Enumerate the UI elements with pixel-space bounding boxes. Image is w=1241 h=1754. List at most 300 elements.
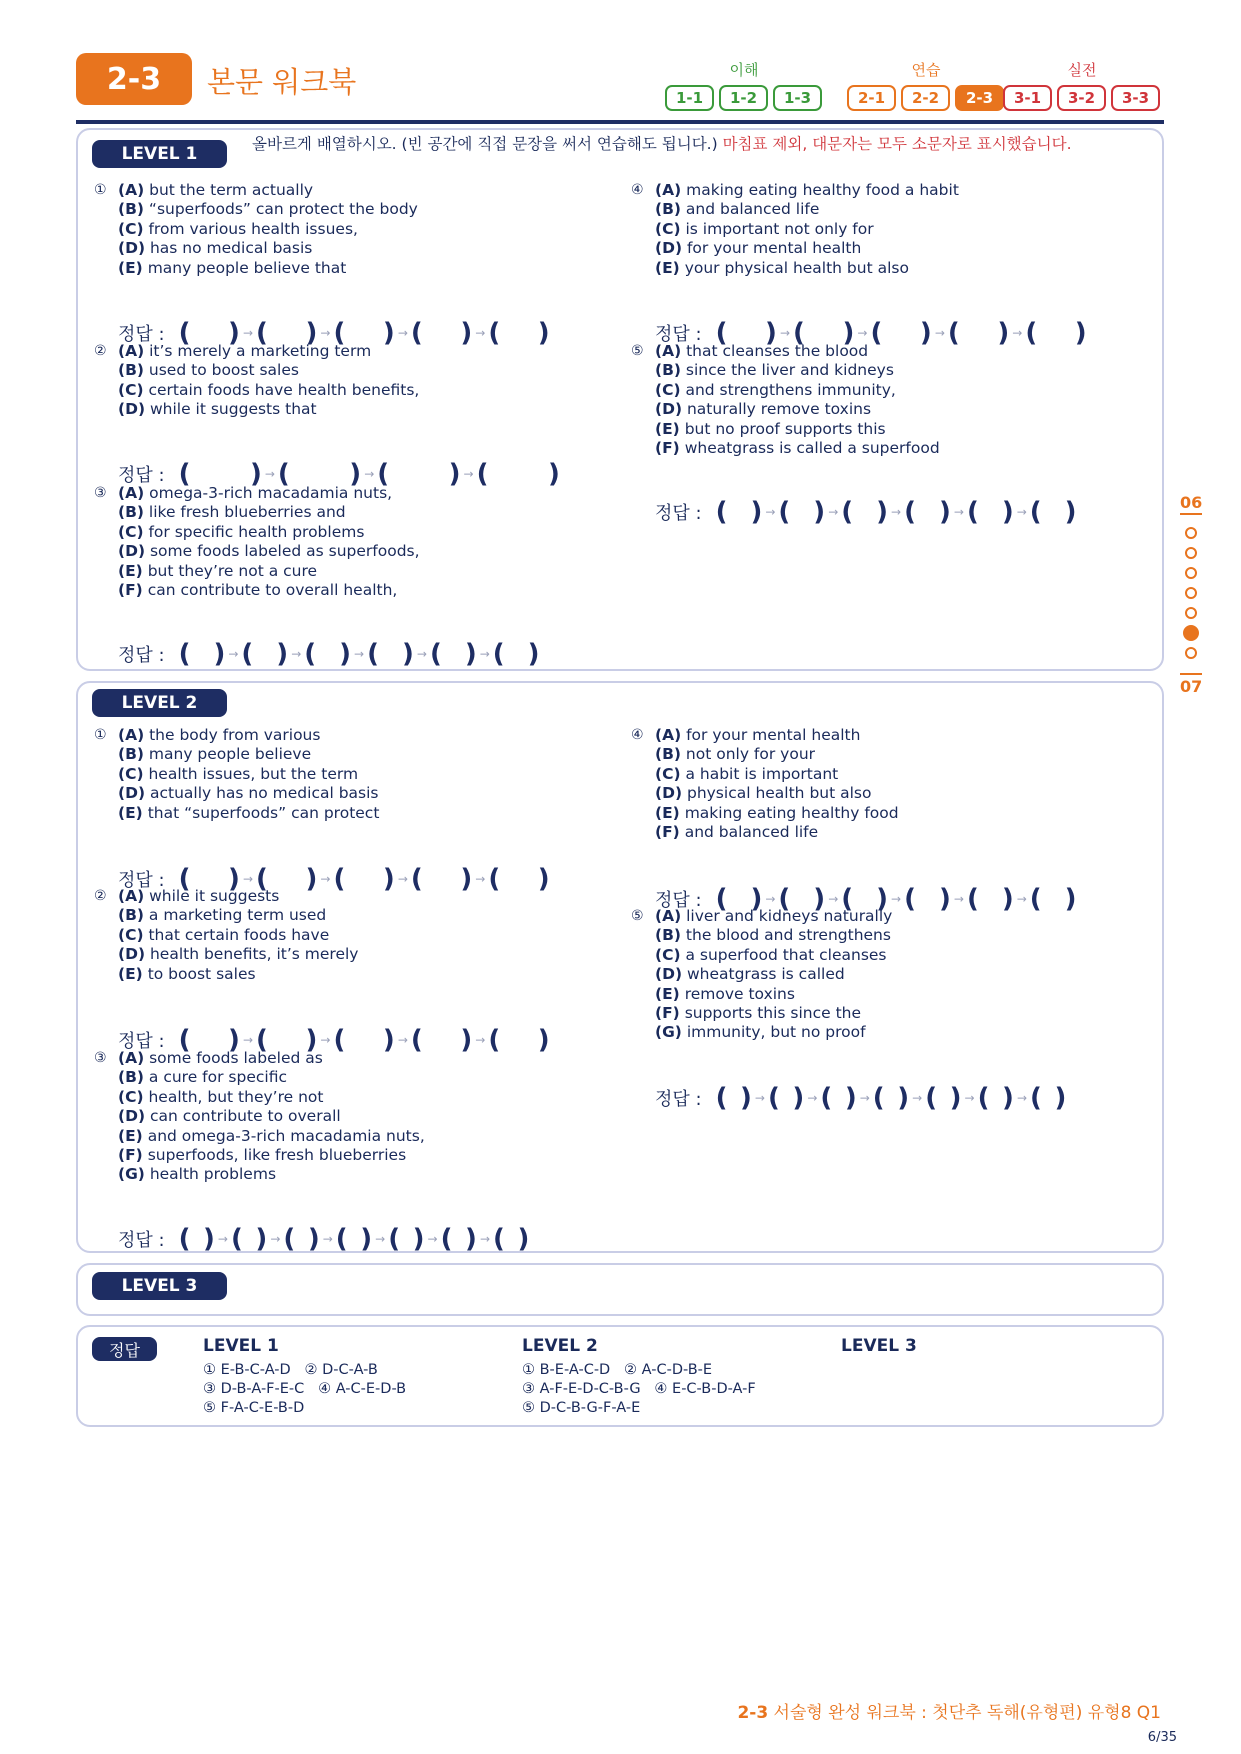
open-paren: ( xyxy=(904,884,916,914)
item-label: (F) xyxy=(118,1146,143,1165)
item-text: certain foods have health benefits, xyxy=(143,380,420,399)
item-label: (A) xyxy=(118,342,145,360)
open-paren: ( xyxy=(388,1224,401,1254)
open-paren: ( xyxy=(793,318,805,348)
current-page-dot-icon xyxy=(1183,625,1199,641)
question-item xyxy=(655,361,940,380)
open-paren: ( xyxy=(241,639,254,669)
question-number: ④ xyxy=(631,182,644,198)
step-group-label: 실전 xyxy=(1067,61,1097,79)
question-item xyxy=(118,542,420,561)
item-label: (F) xyxy=(655,1004,680,1023)
arrow-icon: → xyxy=(475,872,486,886)
arrow-icon: → xyxy=(754,1091,765,1105)
answer-blank[interactable] xyxy=(430,639,477,669)
item-text: liver and kidneys naturally xyxy=(681,907,893,925)
answer-blank[interactable] xyxy=(241,639,288,669)
page-dot-icon xyxy=(1185,527,1197,539)
question-item xyxy=(118,1049,425,1068)
open-paren: ( xyxy=(488,1025,501,1055)
item-text: can contribute to overall xyxy=(145,1107,341,1126)
item-label: (F) xyxy=(655,823,680,842)
item-text: that certain foods have xyxy=(143,925,330,944)
page-dot-icon xyxy=(1185,607,1197,619)
open-paren: ( xyxy=(429,639,442,669)
item-label: (D) xyxy=(118,1107,146,1126)
answer-blank[interactable] xyxy=(441,1224,477,1254)
level1-answer-row-5 xyxy=(655,497,1141,527)
item-text: making eating healthy food xyxy=(679,803,899,822)
close-paren: ) xyxy=(1074,318,1087,348)
close-paren: ) xyxy=(844,1083,857,1113)
close-paren: ) xyxy=(537,864,550,894)
question-number: ③ xyxy=(94,1050,107,1066)
question-item xyxy=(118,926,358,945)
answer-blank[interactable] xyxy=(778,497,825,527)
close-paren: ) xyxy=(360,1224,373,1254)
item-text: but no proof supports this xyxy=(679,419,886,438)
arrow-icon: → xyxy=(475,326,486,340)
question-item xyxy=(118,726,379,745)
item-text: to boost sales xyxy=(142,964,256,983)
question-item xyxy=(655,823,899,842)
answer-blank[interactable] xyxy=(716,497,763,527)
page-dot-icon xyxy=(1185,647,1197,659)
open-paren: ( xyxy=(841,884,854,914)
item-label: (C) xyxy=(118,764,144,783)
arrow-icon: → xyxy=(416,647,427,661)
item-text: making eating healthy food a habit xyxy=(681,181,959,199)
open-paren: ( xyxy=(966,884,979,914)
close-paren: ) xyxy=(949,1083,962,1113)
item-text: can contribute to overall health, xyxy=(142,581,398,600)
item-label: (E) xyxy=(655,803,680,822)
arrow-icon: → xyxy=(217,1232,228,1246)
item-label: (E) xyxy=(118,561,143,580)
close-paren: ) xyxy=(460,318,473,348)
item-label: (D) xyxy=(118,784,146,803)
question-item xyxy=(118,181,418,200)
close-paren: ) xyxy=(401,639,414,669)
level1-question-2 xyxy=(94,342,420,420)
level3-panel xyxy=(76,1263,1164,1316)
open-paren: ( xyxy=(492,639,505,669)
answer-blank[interactable] xyxy=(388,1224,424,1254)
open-paren: ( xyxy=(283,1224,296,1254)
arrow-icon: → xyxy=(479,1232,490,1246)
item-text: the body from various xyxy=(144,726,321,744)
question-item xyxy=(118,1068,425,1087)
side-rule-bottom xyxy=(1180,673,1202,675)
open-paren: ( xyxy=(256,1025,268,1055)
item-text: immunity, but no proof xyxy=(681,1023,866,1042)
arrow-icon: → xyxy=(228,647,239,661)
side-progress xyxy=(1178,493,1206,699)
arrow-icon: → xyxy=(320,1033,331,1047)
page-dot-icon xyxy=(1185,567,1197,579)
answer-key-title: LEVEL 2 xyxy=(522,1336,598,1356)
level1-instruction xyxy=(238,134,1144,154)
item-text: the blood and strengthens xyxy=(680,926,891,945)
answer-blank[interactable] xyxy=(716,1083,752,1113)
open-paren: ( xyxy=(304,639,317,669)
close-paren: ) xyxy=(1002,1083,1014,1113)
item-text: remove toxins xyxy=(679,984,795,1003)
question-item xyxy=(655,926,892,945)
close-paren: ) xyxy=(938,497,951,527)
question-item xyxy=(655,907,892,926)
item-text: since the liver and kidneys xyxy=(680,361,894,380)
item-text: used to boost sales xyxy=(143,361,299,380)
answer-blank[interactable] xyxy=(841,497,888,527)
answer-blank[interactable] xyxy=(411,318,472,348)
arrow-icon: → xyxy=(807,1091,818,1105)
answer-blank[interactable] xyxy=(367,639,414,669)
close-paren: ) xyxy=(1001,884,1014,914)
close-paren: ) xyxy=(527,639,540,669)
item-label: (E) xyxy=(118,803,143,822)
item-text: some foods labeled as xyxy=(144,1049,323,1067)
arrow-icon: → xyxy=(765,892,776,906)
step-tab-1-1[interactable]: 1-1 xyxy=(665,85,714,111)
level1-question-3 xyxy=(94,484,420,600)
close-paren: ) xyxy=(537,318,550,348)
item-text: supports this since the xyxy=(679,1004,862,1023)
item-label: (D) xyxy=(655,784,683,803)
arrow-icon: → xyxy=(779,326,790,340)
open-paren: ( xyxy=(440,1224,453,1254)
close-paren: ) xyxy=(813,497,826,527)
step-tab-1-2[interactable]: 1-2 xyxy=(719,85,768,111)
close-paren: ) xyxy=(228,864,240,894)
close-paren: ) xyxy=(938,884,951,914)
close-paren: ) xyxy=(765,318,777,348)
open-paren: ( xyxy=(1025,318,1038,348)
question-item xyxy=(655,259,959,278)
arrow-icon: → xyxy=(354,647,365,661)
step-tab-2-2[interactable]: 2-2 xyxy=(901,85,950,111)
answer-blank[interactable] xyxy=(488,1025,549,1055)
item-text: health, but they’re not xyxy=(143,1087,324,1106)
open-paren: ( xyxy=(488,318,501,348)
open-paren: ( xyxy=(767,1083,780,1113)
arrow-icon: → xyxy=(463,467,474,481)
step-tab-3-3[interactable]: 3-3 xyxy=(1111,85,1160,111)
question-item xyxy=(118,200,418,219)
item-label: (B) xyxy=(118,1068,144,1087)
level1-question-4 xyxy=(631,181,959,278)
footer-code: 2-3 xyxy=(737,1703,769,1723)
arrow-icon: → xyxy=(291,647,302,661)
question-item xyxy=(655,200,959,219)
close-paren: ) xyxy=(460,864,473,894)
answer-blank[interactable] xyxy=(904,497,951,527)
open-paren: ( xyxy=(493,1224,505,1254)
item-label: (E) xyxy=(118,258,143,277)
open-paren: ( xyxy=(410,318,423,348)
item-label: (F) xyxy=(655,439,680,458)
item-text: like fresh blueberries and xyxy=(143,503,346,522)
answer-blank[interactable] xyxy=(1030,1083,1066,1113)
item-label: (B) xyxy=(655,361,681,380)
item-text: a habit is important xyxy=(680,764,839,783)
open-paren: ( xyxy=(778,884,791,914)
question-item xyxy=(118,239,418,258)
answer-label: 정답 : xyxy=(118,1230,165,1251)
item-text: not only for your xyxy=(680,745,816,764)
question-number: ① xyxy=(94,727,107,743)
arrow-icon: → xyxy=(1012,326,1023,340)
close-paren: ) xyxy=(412,1224,425,1254)
open-paren: ( xyxy=(715,318,728,348)
question-item xyxy=(118,523,420,542)
item-label: (C) xyxy=(655,945,681,964)
question-item xyxy=(118,503,420,522)
step-tab-1-3[interactable]: 1-3 xyxy=(773,85,822,111)
level2-question-1 xyxy=(94,726,380,823)
item-text: “superfoods” can protect the body xyxy=(143,200,418,219)
answer-blank[interactable] xyxy=(904,884,951,914)
answer-blank[interactable] xyxy=(978,1083,1014,1113)
close-paren: ) xyxy=(382,1025,395,1055)
open-paren: ( xyxy=(333,864,346,894)
open-paren: ( xyxy=(1030,1083,1042,1113)
open-paren: ( xyxy=(715,497,728,527)
step-tab-2-1[interactable]: 2-1 xyxy=(847,85,896,111)
close-paren: ) xyxy=(228,1025,240,1055)
answer-label: 정답 : xyxy=(655,1089,702,1110)
open-paren: ( xyxy=(1029,884,1042,914)
item-text: health issues, but the term xyxy=(143,764,359,783)
open-paren: ( xyxy=(872,1083,885,1113)
answer-blank[interactable] xyxy=(1030,497,1077,527)
answer-blank[interactable] xyxy=(1030,884,1077,914)
level2-question-2 xyxy=(94,887,359,984)
item-label: (D) xyxy=(118,400,146,419)
open-paren: ( xyxy=(488,864,501,894)
open-paren: ( xyxy=(410,1025,423,1055)
answer-blank[interactable] xyxy=(820,1083,856,1113)
answer-blank[interactable] xyxy=(411,864,472,894)
level1-answer-row-3 xyxy=(118,639,604,669)
answer-key-line: ⑤ F-A-C-E-B-D xyxy=(203,1400,305,1416)
step-tab-3-2[interactable]: 3-2 xyxy=(1057,85,1106,111)
arrow-icon: → xyxy=(475,1033,486,1047)
question-item xyxy=(118,1146,425,1165)
item-text: superfoods, like fresh blueberries xyxy=(142,1146,407,1165)
close-paren: ) xyxy=(919,318,932,348)
item-text: actually has no medical basis xyxy=(145,784,379,803)
answer-blank[interactable] xyxy=(873,1083,909,1113)
side-page-top: 06 xyxy=(1180,493,1203,512)
step-tab-3-1[interactable]: 3-1 xyxy=(1003,85,1052,111)
level3-badge: LEVEL 3 xyxy=(92,1272,227,1300)
question-item xyxy=(655,239,959,258)
arrow-icon: → xyxy=(397,326,408,340)
question-item xyxy=(655,1023,892,1042)
side-page-bottom: 07 xyxy=(1180,677,1203,696)
item-text: many people believe xyxy=(143,745,312,764)
item-label: (A) xyxy=(118,181,145,199)
answer-blank[interactable] xyxy=(488,864,549,894)
item-text: that cleanses the blood xyxy=(681,342,869,360)
question-item xyxy=(118,1107,425,1126)
arrow-icon: → xyxy=(828,505,839,519)
question-item xyxy=(655,1004,892,1023)
question-item xyxy=(655,400,940,419)
answer-blank[interactable] xyxy=(283,1224,319,1254)
item-label: (C) xyxy=(118,1087,144,1106)
answer-key-line: ⑤ D-C-B-G-F-A-E xyxy=(522,1400,641,1416)
close-paren: ) xyxy=(349,459,362,489)
page-dot-icon xyxy=(1185,587,1197,599)
open-paren: ( xyxy=(256,318,268,348)
answer-blank[interactable] xyxy=(493,639,540,669)
answer-blank[interactable] xyxy=(1025,318,1086,348)
item-text: and strengthens immunity, xyxy=(680,380,896,399)
item-label: (C) xyxy=(655,380,681,399)
close-paren: ) xyxy=(547,459,560,489)
close-paren: ) xyxy=(997,318,1010,348)
arrow-icon: → xyxy=(891,505,902,519)
item-label: (A) xyxy=(655,181,682,199)
item-text: for your mental health xyxy=(682,239,862,258)
answer-key-line: ③ A-F-E-D-C-B-G ④ E-C-B-D-A-F xyxy=(522,1381,756,1397)
level2-answer-row-5 xyxy=(655,1083,1141,1113)
answer-blank[interactable] xyxy=(231,1224,267,1254)
answer-label: 정답 : xyxy=(655,503,702,524)
answer-blank[interactable] xyxy=(967,884,1014,914)
answer-blank[interactable] xyxy=(179,639,226,669)
open-paren: ( xyxy=(820,1083,833,1113)
question-item xyxy=(655,181,959,200)
close-paren: ) xyxy=(465,1224,477,1254)
answer-blank[interactable] xyxy=(304,639,351,669)
answer-blank[interactable] xyxy=(336,1224,372,1254)
item-text: a marketing term used xyxy=(143,906,327,925)
open-paren: ( xyxy=(178,1224,191,1254)
item-text: it’s merely a marketing term xyxy=(144,342,372,360)
close-paren: ) xyxy=(339,639,352,669)
item-label: (C) xyxy=(118,925,144,944)
open-paren: ( xyxy=(333,1025,346,1055)
answer-blank[interactable] xyxy=(477,459,560,489)
item-label: (A) xyxy=(655,907,682,925)
close-paren: ) xyxy=(464,639,477,669)
open-paren: ( xyxy=(178,1025,191,1055)
answer-blank[interactable] xyxy=(948,318,1009,348)
item-text: wheatgrass is called xyxy=(682,965,845,984)
arrow-icon: → xyxy=(912,1091,923,1105)
open-paren: ( xyxy=(178,639,191,669)
close-paren: ) xyxy=(897,1083,910,1113)
instruction-note: 마침표 제외, 대문자는 모두 소문자로 표시했습니다. xyxy=(717,135,1072,153)
open-paren: ( xyxy=(1029,497,1042,527)
close-paren: ) xyxy=(842,318,855,348)
item-text: and omega-3-rich macadamia nuts, xyxy=(142,1126,425,1145)
step-tab-2-3[interactable]: 2-3 xyxy=(955,85,1004,111)
question-item xyxy=(655,804,899,823)
question-item xyxy=(118,804,379,823)
answer-key-line: ① B-E-A-C-D ② A-C-D-B-E xyxy=(522,1362,713,1378)
footer-text xyxy=(737,1698,1161,1723)
step-group-label: 이해 xyxy=(729,61,759,79)
item-text: has no medical basis xyxy=(145,239,313,258)
open-paren: ( xyxy=(333,318,346,348)
arrow-icon: → xyxy=(1016,1091,1027,1105)
arrow-icon: → xyxy=(375,1232,386,1246)
level1-badge: LEVEL 1 xyxy=(92,140,227,168)
item-text: but they’re not a cure xyxy=(142,561,318,580)
page-number: 6/35 xyxy=(1147,1730,1177,1745)
item-label: (A) xyxy=(118,887,145,905)
open-paren: ( xyxy=(715,884,728,914)
arrow-icon: → xyxy=(320,326,331,340)
question-item xyxy=(118,1127,425,1146)
answer-blank[interactable] xyxy=(493,1224,529,1254)
open-paren: ( xyxy=(904,497,916,527)
open-paren: ( xyxy=(778,497,791,527)
item-label: (D) xyxy=(118,542,146,561)
answer-key-line: ③ D-B-A-F-E-C ④ A-C-E-D-B xyxy=(203,1381,407,1397)
open-paren: ( xyxy=(715,1083,728,1113)
answer-blank[interactable] xyxy=(768,1083,804,1113)
item-text: that “superfoods” can protect xyxy=(142,803,380,822)
close-paren: ) xyxy=(382,318,395,348)
close-paren: ) xyxy=(1054,1083,1067,1113)
arrow-icon: → xyxy=(1016,505,1027,519)
question-item xyxy=(118,765,379,784)
open-paren: ( xyxy=(367,639,379,669)
instruction-text: 올바르게 배열하시오. (빈 공간에 직접 문장을 써서 연습해도 됩니다.) xyxy=(252,135,718,153)
open-paren: ( xyxy=(335,1224,348,1254)
close-paren: ) xyxy=(740,1083,752,1113)
open-paren: ( xyxy=(410,864,423,894)
question-item xyxy=(118,342,419,361)
answer-blank[interactable] xyxy=(179,1224,215,1254)
item-text: but the term actually xyxy=(144,181,314,199)
item-text: and balanced life xyxy=(679,823,819,842)
question-item xyxy=(655,765,899,784)
question-item xyxy=(118,381,419,400)
arrow-icon: → xyxy=(427,1232,438,1246)
arrow-icon: → xyxy=(242,1033,253,1047)
item-label: (A) xyxy=(118,726,145,744)
arrow-icon: → xyxy=(964,1091,975,1105)
close-paren: ) xyxy=(1064,497,1077,527)
question-item xyxy=(118,484,420,503)
item-text: while it suggests xyxy=(144,887,280,905)
item-label: (D) xyxy=(655,965,683,984)
footer-title: 서술형 완성 워크북 : 첫단추 독해(유형편) 유형8 Q1 xyxy=(768,1703,1161,1723)
close-paren: ) xyxy=(305,864,318,894)
item-label: (E) xyxy=(118,964,143,983)
open-paren: ( xyxy=(870,318,883,348)
answer-blank[interactable] xyxy=(967,497,1014,527)
item-text: a cure for specific xyxy=(143,1068,287,1087)
open-paren: ( xyxy=(230,1224,243,1254)
answer-label: 정답 : xyxy=(118,465,165,486)
open-paren: ( xyxy=(377,459,390,489)
item-text: wheatgrass is called a superfood xyxy=(679,439,940,458)
arrow-icon: → xyxy=(765,505,776,519)
item-label: (C) xyxy=(655,764,681,783)
answer-blank[interactable] xyxy=(925,1083,961,1113)
item-text: naturally remove toxins xyxy=(682,400,872,419)
item-label: (C) xyxy=(118,219,144,238)
close-paren: ) xyxy=(517,1224,530,1254)
answer-blank[interactable] xyxy=(488,318,549,348)
